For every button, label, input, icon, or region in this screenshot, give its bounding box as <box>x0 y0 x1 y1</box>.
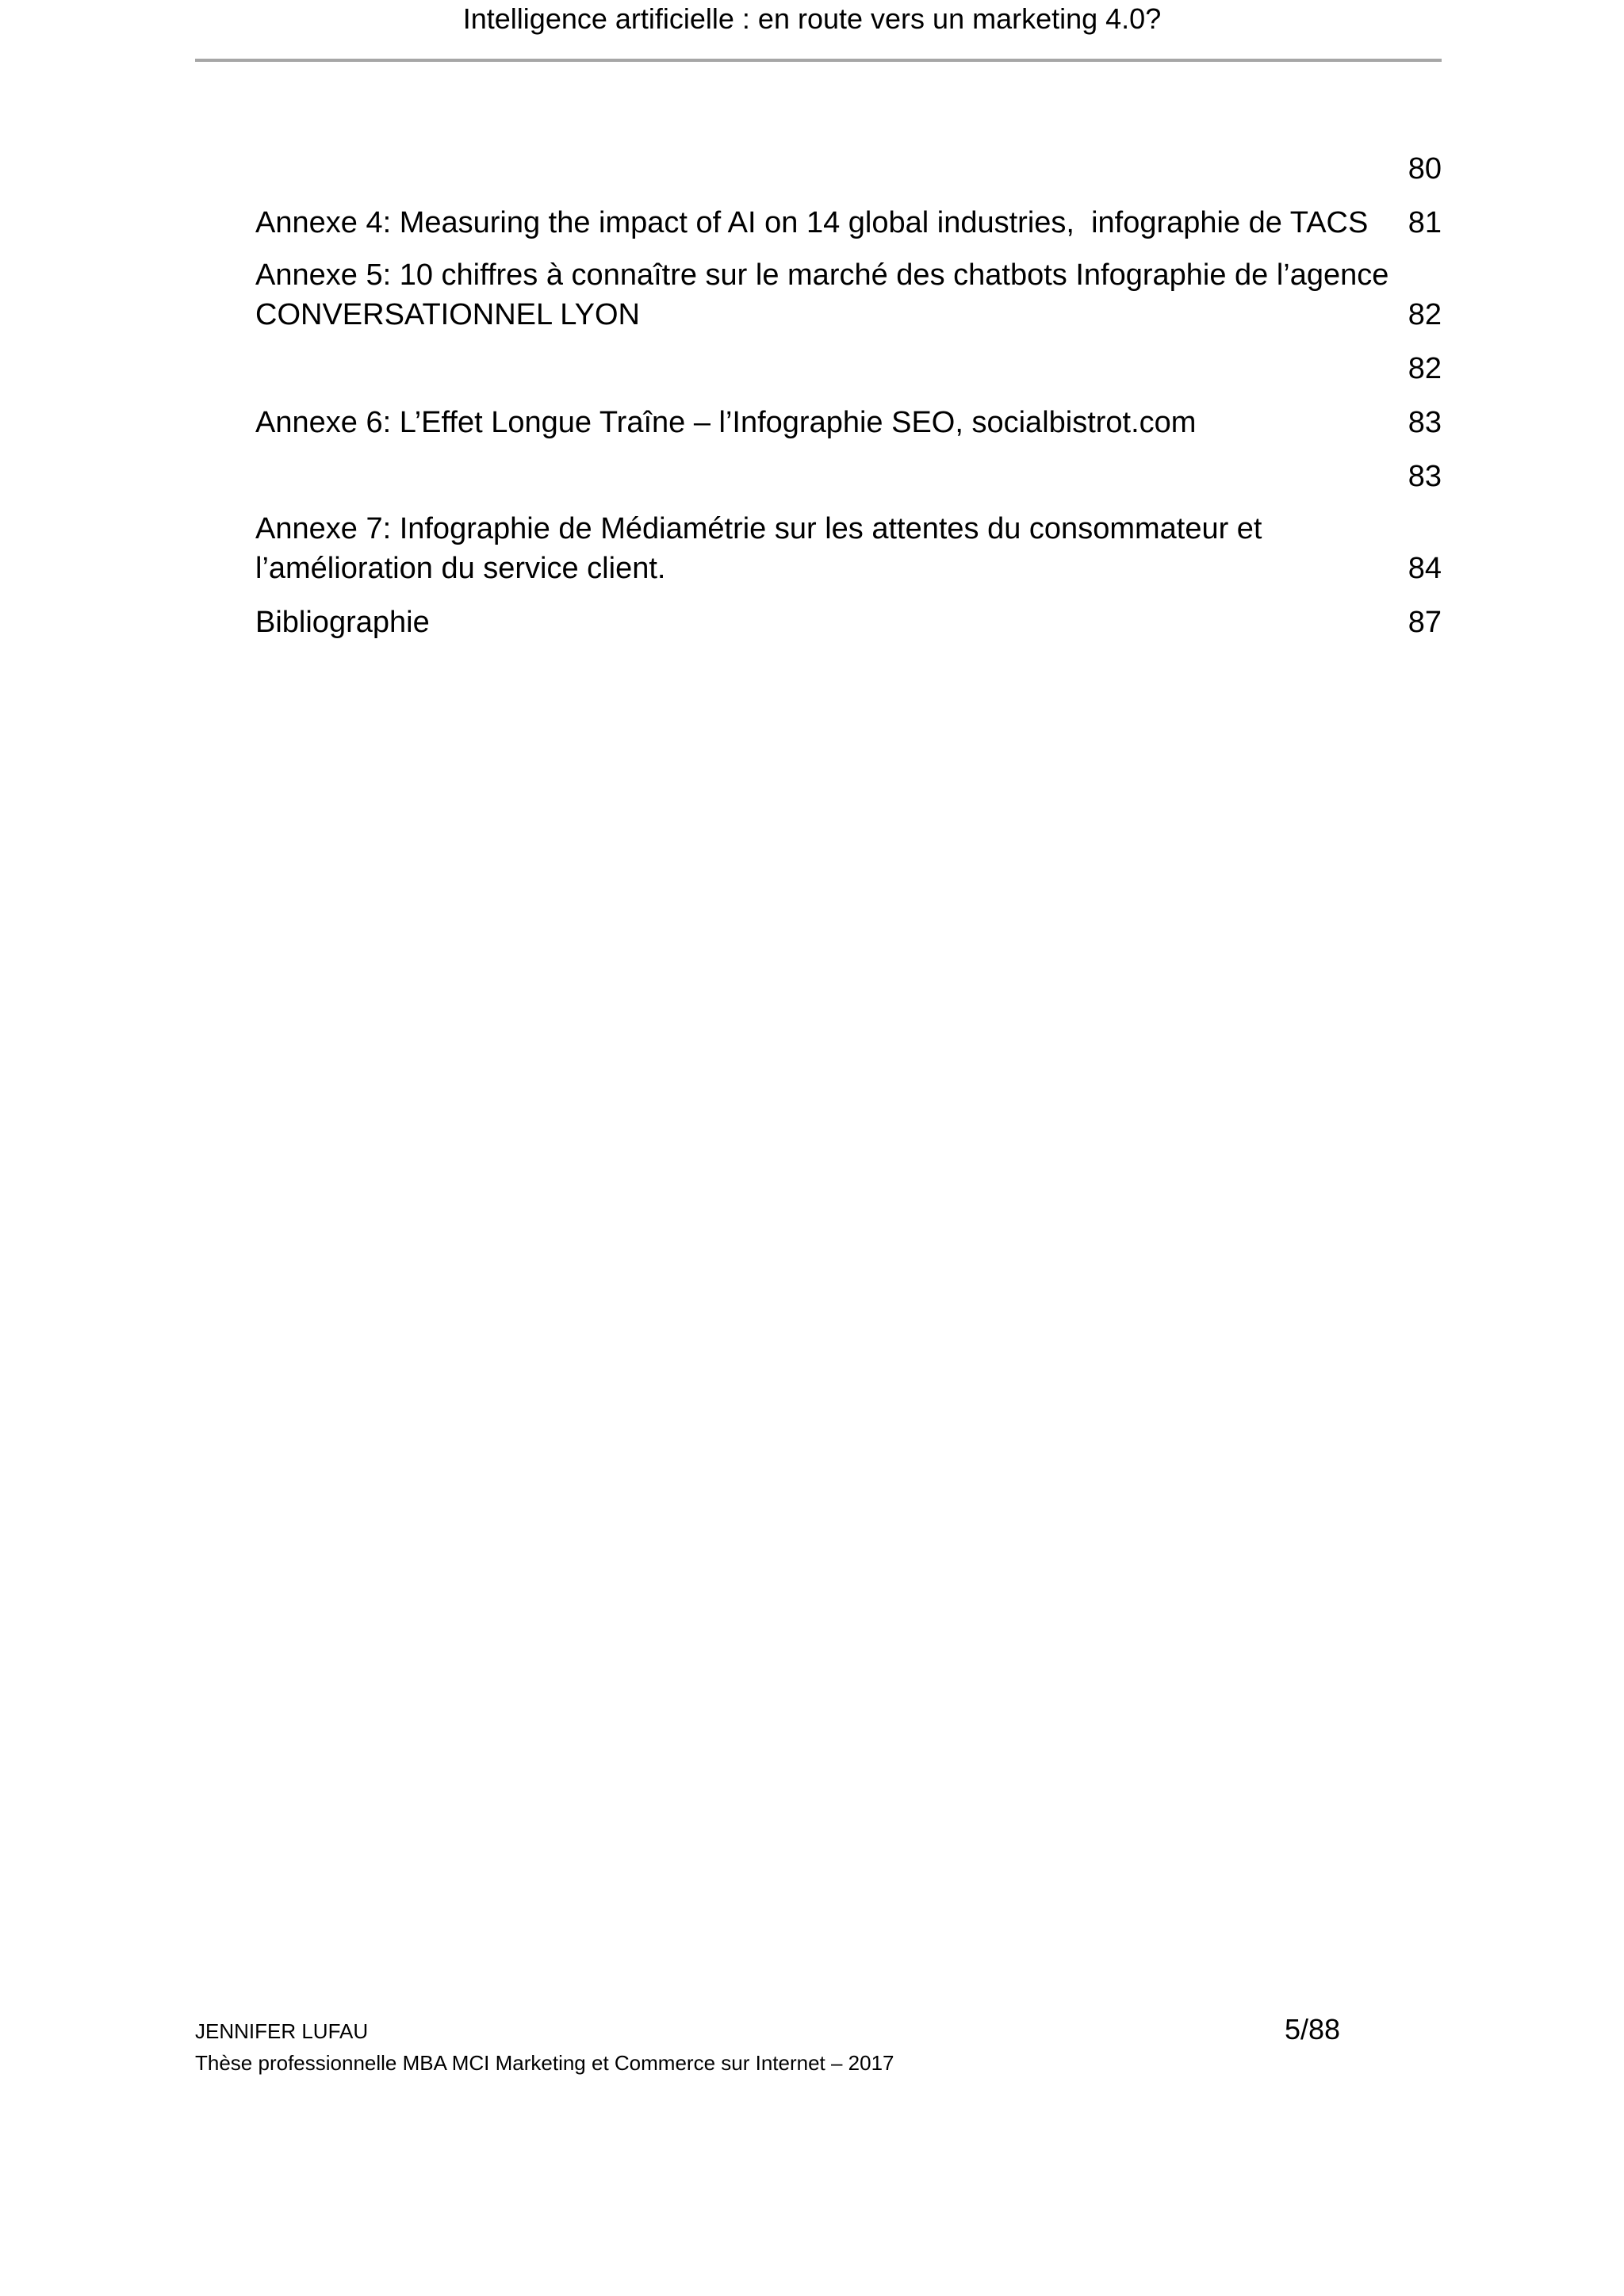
toc-entry-page: 82 <box>1408 352 1442 385</box>
toc-entry-page: 83 <box>1408 460 1442 493</box>
page-number: 5/88 <box>1285 2013 1341 2045</box>
toc-entry-page: 84 <box>1408 552 1442 585</box>
footer-thesis-title: Thèse professionnelle MBA MCI Marketing et Commerce sur Internet – 2017 <box>195 2051 894 2075</box>
toc-entry-title: Bibliographie <box>255 606 430 639</box>
document-title: Intelligence artificielle : en route vers un marketing 4.0? <box>462 2 1162 35</box>
toc-entry-title: Annexe 5: 10 chiffres à connaître sur le marché des chatbots Infographie de l’agence CONVERSATIONNEL LYON <box>255 258 1389 331</box>
toc-entry-page: 83 <box>1408 406 1442 439</box>
footer-author: JENNIFER LUFAU <box>195 2019 369 2043</box>
toc-entry-title: Annexe 4: Measuring the impact of AI on 14 global industries, infographie de TACS <box>255 206 1369 239</box>
toc-entry-title: Annexe 6: L’Effet Longue Traîne – l’Infographie SEO, socialbistrot.com <box>255 406 1197 439</box>
toc-entry-page: 81 <box>1408 206 1442 239</box>
toc-entry-page: 82 <box>1408 298 1442 331</box>
toc-entry-page: 80 <box>1408 152 1442 186</box>
header-divider <box>195 59 1442 62</box>
toc-entry-title: Annexe 7: Infographie de Médiamétrie sur les attentes du consommateur et l’amélioration du service client. <box>255 512 1262 585</box>
toc-entry-page: 87 <box>1408 606 1442 639</box>
